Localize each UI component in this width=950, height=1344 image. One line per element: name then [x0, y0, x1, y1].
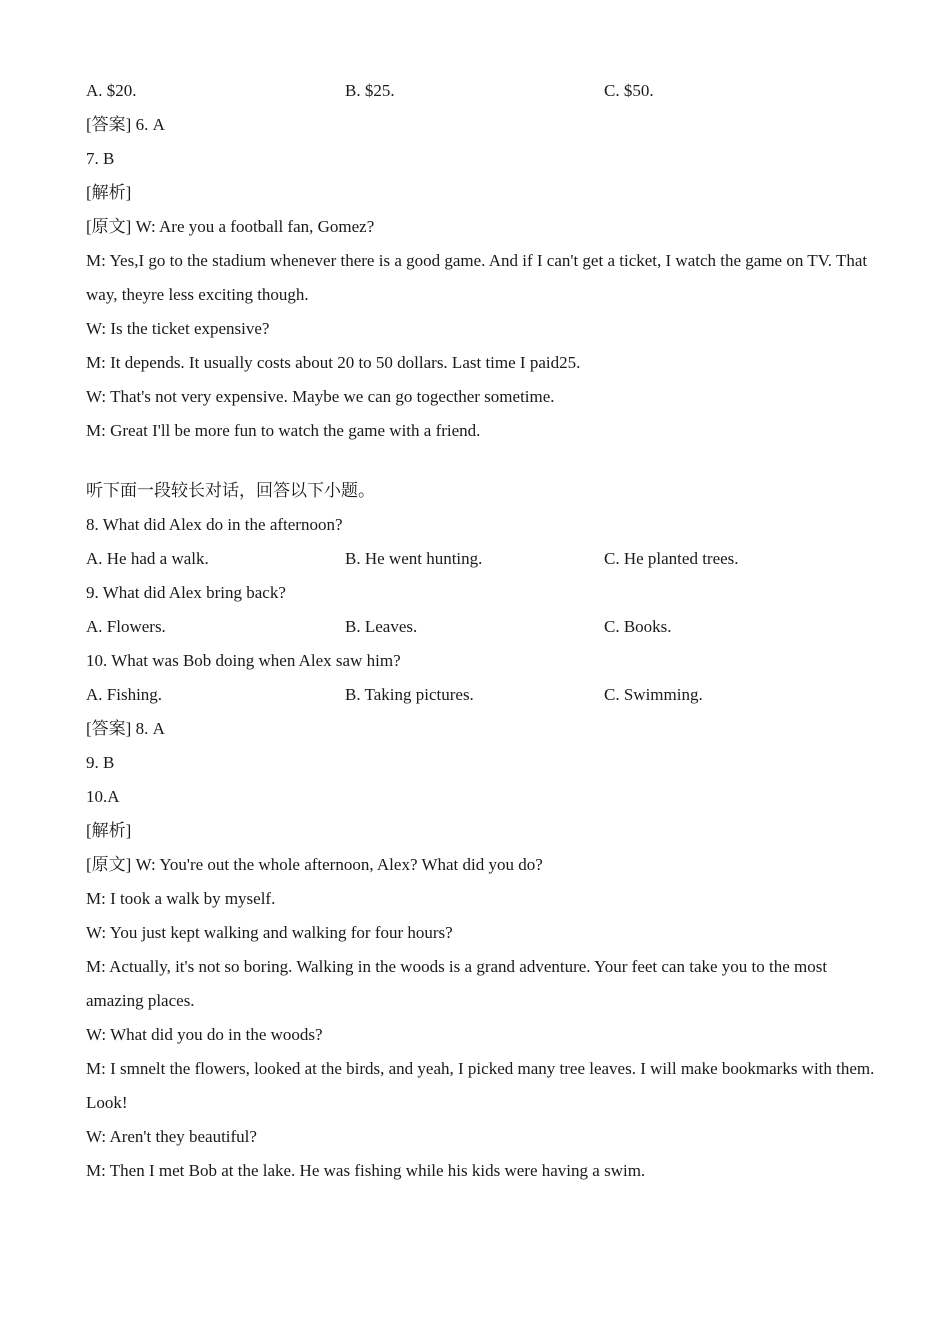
section-gap — [86, 448, 876, 474]
option-b: B. $25. — [345, 81, 395, 100]
question-9: 9. What did Alex bring back? — [86, 583, 286, 602]
transcript-line: M: Great I'll be more fun to watch the game with a friend. — [86, 421, 481, 440]
transcript-line: W: What did you do in the woods? — [86, 1025, 323, 1044]
section-instruction: 听下面一段较长对话，回答以下小题。 — [86, 481, 375, 500]
analysis-label: [解析] — [86, 821, 132, 840]
options-row-q10 — [86, 678, 876, 712]
transcript-line: M: Yes,I go to the stadium whenever there is a good game. And if I can't get a ticket, I watch the game on TV. That way, theyre less exciting though. — [86, 251, 868, 304]
transcript-line: W: You just kept walking and walking for four hours? — [86, 923, 453, 942]
option-b: B. Taking pictures. — [345, 685, 474, 704]
answer-line: 7. B — [86, 149, 115, 168]
option-a: A. He had a walk. — [86, 549, 209, 568]
transcript-line: M: I took a walk by myself. — [86, 889, 276, 908]
transcript-line: M: It depends. It usually costs about 20 to 50 dollars. Last time I paid25. — [86, 353, 581, 372]
option-a: A. Flowers. — [86, 617, 166, 636]
option-a: A. $20. — [86, 81, 137, 100]
document-page — [86, 74, 876, 1188]
transcript-line: [原文] W: Are you a football fan, Gomez? — [86, 217, 375, 236]
transcript-line: M: I smnelt the flowers, looked at the birds, and yeah, I picked many tree leaves. I will make bookmarks with them. Look! — [86, 1059, 875, 1112]
option-a: A. Fishing. — [86, 685, 163, 704]
option-c: C. $50. — [604, 81, 654, 100]
transcript-line: M: Actually, it's not so boring. Walking in the woods is a grand adventure. Your feet can take you to the most amazing places. — [86, 957, 828, 1010]
transcript-line: W: Aren't they beautiful? — [86, 1127, 257, 1146]
answer-line: 10.A — [86, 787, 120, 806]
transcript-line: [原文] W: You're out the whole afternoon, Alex? What did you do? — [86, 855, 543, 874]
question-10: 10. What was Bob doing when Alex saw him? — [86, 651, 401, 670]
options-row-q9 — [86, 610, 876, 644]
option-b: B. He went hunting. — [345, 549, 483, 568]
transcript-line: W: Is the ticket expensive? — [86, 319, 270, 338]
options-row-q7 — [86, 74, 876, 108]
transcript-line: M: Then I met Bob at the lake. He was fishing while his kids were having a swim. — [86, 1161, 646, 1180]
question-8: 8. What did Alex do in the afternoon? — [86, 515, 343, 534]
answer-line: 9. B — [86, 753, 115, 772]
option-c: C. Swimming. — [604, 685, 703, 704]
options-row-q8 — [86, 542, 876, 576]
transcript-line: W: That's not very expensive. Maybe we can go togecther sometime. — [86, 387, 555, 406]
option-c: C. Books. — [604, 617, 672, 636]
option-c: C. He planted trees. — [604, 549, 739, 568]
analysis-label: [解析] — [86, 183, 132, 202]
answer-line: [答案] 8. A — [86, 719, 165, 738]
option-b: B. Leaves. — [345, 617, 418, 636]
answer-line: [答案] 6. A — [86, 115, 165, 134]
